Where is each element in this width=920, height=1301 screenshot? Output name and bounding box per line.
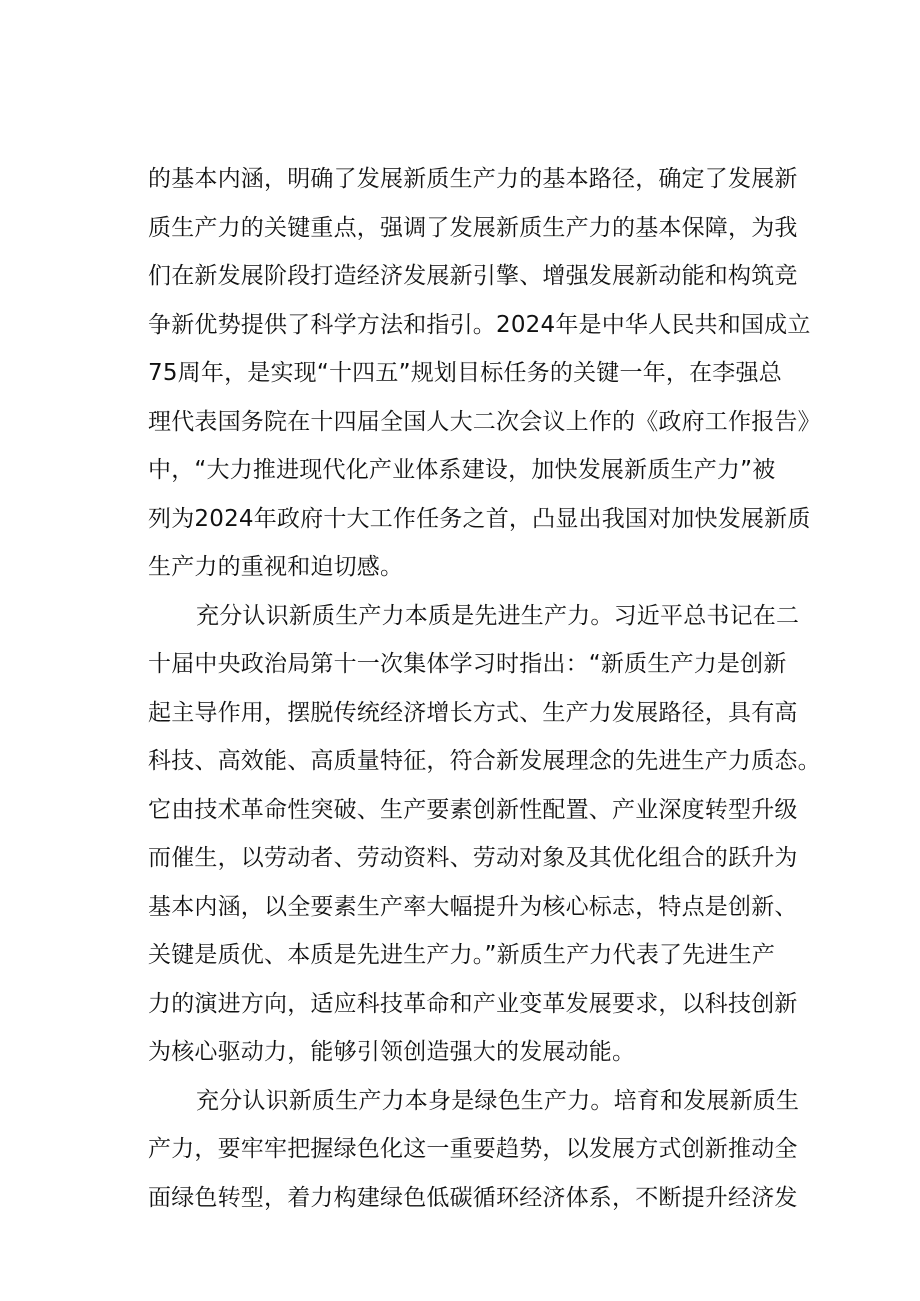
text-line: 们在新发展阶段打造经济发展新引擎、增强发展新动能和构筑竞 — [148, 263, 798, 289]
text-line: 关键是质优、本质是先进生产力。”新质生产力代表了先进生产 — [148, 942, 776, 968]
text-line: 生产力的重视和迫切感。 — [148, 554, 404, 580]
text-line: 基本内涵，以全要素生产率大幅提升为核心标志，特点是创新、 — [148, 893, 798, 920]
body-text — [148, 155, 821, 1222]
text-line: 力的演进方向，适应科技革命和产业变革发展要求，以科技创新 — [148, 990, 798, 1017]
text-line: 质生产力的关键重点，强调了发展新质生产力的基本保障，为我 — [148, 214, 798, 241]
text-line: 75周年，是实现“十四五”规划目标任务的关键一年，在李强总 — [148, 360, 782, 386]
paragraph-2 — [148, 592, 821, 1077]
text-line: 列为2024年政府十大工作任务之首，凸显出我国对加快发展新质 — [148, 505, 811, 532]
text-line: 理代表国务院在十四届全国人大二次会议上作的《政府工作报告》 — [148, 408, 821, 435]
paragraph-1 — [148, 155, 821, 592]
text-line: 为核心驱动力，能够引领创造强大的发展动能。 — [148, 1039, 636, 1065]
text-line: 科技、高效能、高质量特征，符合新发展理念的先进生产力质态。 — [148, 748, 821, 774]
text-line: 产力，要牢牢把握绿色化这一重要趋势，以发展方式创新推动全 — [148, 1136, 798, 1162]
text-line: 面绿色转型，着力构建绿色低碳循环经济体系，不断提升经济发 — [148, 1184, 798, 1211]
text-line: 的基本内涵，明确了发展新质生产力的基本路径，确定了发展新 — [148, 166, 798, 192]
text-line-first: 充分认识新质生产力本身是绿色生产力。培育和发展新质生 — [196, 1087, 800, 1114]
text-line: 十届中央政治局第十一次集体学习时指出：“新质生产力是创新 — [148, 651, 787, 677]
text-line: 争新优势提供了科学方法和指引。2024年是中华人民共和国成立 — [148, 311, 811, 338]
text-line-first: 充分认识新质生产力本质是先进生产力。习近平总书记在二 — [196, 602, 800, 629]
text-line: 中，“大力推进现代化产业体系建设，加快发展新质生产力”被 — [148, 457, 776, 483]
text-line: 起主导作用，摆脱传统经济增长方式、生产力发展路径，具有高 — [148, 699, 798, 726]
text-line: 它由技术革命性突破、生产要素创新性配置、产业深度转型升级 — [148, 796, 798, 823]
paragraph-3 — [148, 1077, 808, 1223]
text-line: 而催生，以劳动者、劳动资料、劳动对象及其优化组合的跃升为 — [148, 845, 798, 871]
